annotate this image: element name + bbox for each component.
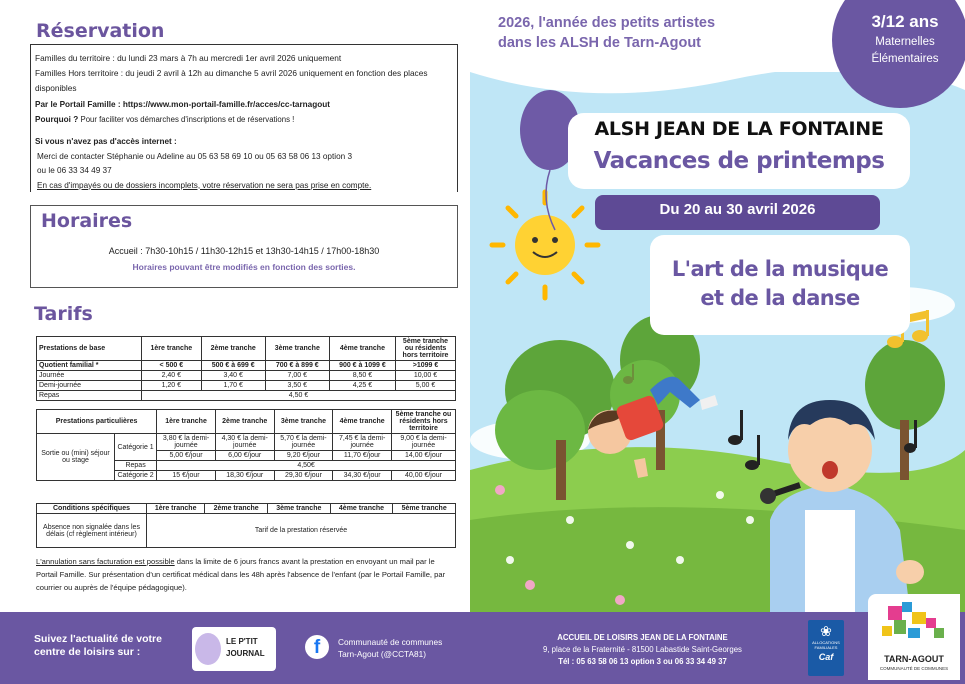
table-cell: 1,20 €: [142, 381, 202, 391]
address-line2: 9, place de la Fraternité - 81500 Labastide Saint-Georges: [543, 645, 742, 654]
horaires-accueil: Accueil : 7h30-10h15 / 11h30-12h15 et 13h30-14h15 / 17h00-18h30: [108, 246, 380, 256]
table-cell: < 500 €: [142, 361, 202, 371]
table-cell: 500 € à 699 €: [201, 361, 265, 371]
center-name: ALSH JEAN DE LA FONTAINE: [594, 118, 884, 140]
table-cell: 700 € à 899 €: [265, 361, 329, 371]
sun-icon: [492, 192, 598, 298]
table-cell: 10,00 €: [396, 371, 456, 381]
annulation-text: [36, 555, 456, 594]
caf-icon: ❀: [820, 623, 832, 639]
flyer-top-line2: dans les ALSH de Tarn-Agout: [498, 35, 702, 51]
tarn-agout-logo: [868, 594, 960, 680]
table-header-cell: 5ème tranche: [393, 504, 456, 514]
table-cell: >1099 €: [396, 361, 456, 371]
table-cell: 5,00 €: [396, 381, 456, 391]
table-header: [37, 337, 456, 361]
tarifs-title: Tarifs: [34, 303, 93, 325]
why-label: Pourquoi ?: [35, 114, 79, 124]
table-cell: 11,70 €/jour: [333, 451, 392, 461]
facebook-text[interactable]: [338, 636, 442, 660]
reservation-line1: Familles du territoire : du lundi 23 mars à 7h au mercredi 1er avril 2026 uniquement: [35, 53, 342, 63]
theme-line1: L'art de la musique: [671, 257, 889, 281]
table-header-cell: 5ème tranche ou résidents hors territoire: [396, 337, 456, 361]
table-header-cell: 1ère tranche: [157, 410, 216, 434]
table-cell: Journée: [37, 371, 142, 381]
table-cell: 900 € à 1099 €: [329, 361, 395, 371]
age-sub2: Élémentaires: [871, 53, 939, 65]
facebook-line2: Tarn-Agout (@CCTA81): [338, 649, 427, 659]
tarifs-table-base: [36, 336, 456, 401]
table-header-cell: 4ème tranche: [330, 504, 393, 514]
horaires-box: [30, 205, 458, 288]
age-text: 3/12 ans: [871, 12, 939, 31]
table-header-cell: Conditions spécifiques: [37, 504, 147, 514]
table-cell: 7,45 € la demi-journée: [333, 434, 392, 451]
table-cell: 9,00 € la demi-journée: [392, 434, 456, 451]
facebook-icon[interactable]: f: [305, 635, 329, 659]
age-badge: [850, 12, 960, 68]
table-cell: 3,80 € la demi-journée: [157, 434, 216, 451]
table-cell: Tarif de la prestation réservée: [147, 514, 456, 548]
table-header-cell: 2ème tranche: [205, 504, 268, 514]
table-row: [37, 361, 456, 371]
table-header-cell: 3ème tranche: [267, 504, 330, 514]
portal-link[interactable]: Par le Portail Famille : https://www.mon-portail-famille.fr/acces/cc-tarnagout: [35, 100, 330, 109]
table-cell: Sortie ou (mini) séjour ou stage: [37, 434, 115, 481]
theme-line2: et de la danse: [700, 286, 860, 310]
table-header-cell: 4ème tranche: [333, 410, 392, 434]
journal-logo[interactable]: [192, 627, 276, 671]
footer: [0, 612, 965, 684]
tarn-agout-name: TARN-AGOUT: [884, 654, 944, 664]
address-block: [500, 632, 785, 668]
table-cell: Repas: [115, 461, 157, 471]
table-header-cell: 5ème tranche ou résidents hors territoire: [392, 410, 456, 434]
theme-text: [650, 255, 910, 313]
table-cell: 2,40 €: [142, 371, 202, 381]
table-cell: 34,30 €/jour: [333, 471, 392, 481]
table-cell: 4,50€: [157, 461, 456, 471]
table-cell: 15 €/jour: [157, 471, 216, 481]
annulation-underlined: L'annulation sans facturation est possible: [36, 557, 175, 566]
table-header: [37, 410, 456, 434]
tarn-agout-sub: COMMUNAUTÉ DE COMMUNES: [879, 666, 949, 671]
table-header-cell: 4ème tranche: [329, 337, 395, 361]
dates: Du 20 au 30 avril 2026: [659, 201, 816, 218]
flyer-panel: [470, 0, 965, 612]
why-text: Pour faciliter vos démarches d'inscriptions et de réservations !: [80, 114, 295, 124]
table-row: [37, 381, 456, 391]
no-access: Si vous n'avez pas d'accès internet :: [35, 137, 177, 146]
address-line1: ACCUEIL DE LOISIRS JEAN DE LA FONTAINE: [557, 633, 728, 642]
table-cell: 9,20 €/jour: [274, 451, 333, 461]
table-cell: 5,00 €/jour: [157, 451, 216, 461]
age-sub1: Maternelles: [875, 36, 935, 48]
table-cell: Absence non signalée dans les délais (cf règlement intérieur): [37, 514, 147, 548]
table-header-cell: 3ème tranche: [274, 410, 333, 434]
journal-line2: JOURNAL: [226, 649, 265, 658]
contact-line2: ou le 06 33 34 49 37: [37, 166, 112, 175]
flyer-top-text: [498, 13, 715, 53]
reservation-box: [30, 44, 458, 96]
table-cell: 7,00 €: [265, 371, 329, 381]
contact-line: Merci de contacter Stéphanie ou Adeline au 05 63 58 69 10 ou 05 63 58 06 13 option 3: [37, 151, 353, 161]
journal-line1: LE P'TIT: [226, 637, 258, 646]
table-header: [37, 504, 456, 514]
caf-logo: [808, 620, 844, 676]
table-cell: 14,00 €/jour: [392, 451, 456, 461]
table-cell: 18,30 €/jour: [215, 471, 274, 481]
season-title: Vacances de printemps: [593, 148, 885, 174]
table-cell: 3,50 €: [265, 381, 329, 391]
caf-line1: ALLOCATIONS: [812, 640, 840, 645]
tarn-agout-mosaic-icon: [868, 598, 960, 648]
table-cell: 3,40 €: [201, 371, 265, 381]
tarifs-table-conditions: [36, 503, 456, 548]
table-cell: 4,25 €: [329, 381, 395, 391]
table-header-cell: 1ère tranche: [142, 337, 202, 361]
table-cell: 4,50 €: [142, 391, 456, 401]
follow-line2: centre de loisirs sur :: [34, 646, 141, 658]
tarifs-table-particulieres: [36, 409, 456, 481]
table-row: [37, 391, 456, 401]
follow-text: [34, 633, 162, 659]
address-line3: Tél : 05 63 58 06 13 option 3 ou 06 33 34 49 37: [558, 657, 727, 666]
table-header-cell: 2ème tranche: [215, 410, 274, 434]
table-header-cell: 3ème tranche: [265, 337, 329, 361]
table-cell: Quotient familial *: [37, 361, 142, 371]
annulation-rest: dans la limite de 6 jours francs avant la prestation en envoyant un mail par le Portail Famille. Sur présentation d'un certificat médical dans les 48h après l'absence de l'enfant (par le Portail Famille, par courrier ou auprès de l'équipe pédagogique).: [36, 557, 446, 592]
table-cell: 29,30 €/jour: [274, 471, 333, 481]
table-cell: 40,00 €/jour: [392, 471, 456, 481]
table-row: [37, 434, 456, 451]
table-row: [37, 371, 456, 381]
table-header-cell: Prestations particulières: [37, 410, 157, 434]
why-row: [35, 113, 453, 128]
table-cell: 6,00 €/jour: [215, 451, 274, 461]
left-panel: [0, 0, 468, 612]
horaires-note: Horaires pouvant être modifiés en fonction des sorties.: [132, 262, 356, 272]
table-cell: 4,30 € la demi-journée: [215, 434, 274, 451]
reservation-contact: [30, 96, 458, 192]
reservation-title: Réservation: [36, 20, 165, 42]
horaires-title: Horaires: [41, 210, 133, 232]
table-row: [37, 514, 456, 548]
table-header-cell: 1ère tranche: [147, 504, 205, 514]
follow-line1: Suivez l'actualité de votre: [34, 633, 162, 645]
caf-line2: FAMILIALES: [814, 645, 838, 650]
warning: En cas d'impayés ou de dossiers incomplets, votre réservation ne sera pas prise en compte.: [37, 180, 372, 190]
table-cell: 8,50 €: [329, 371, 395, 381]
reservation-line2: Familles Hors territoire : du jeudi 2 avril à 12h au dimanche 5 avril 2026 uniquement en fonction des places disponibles: [35, 68, 428, 93]
table-header-cell: 2ème tranche: [201, 337, 265, 361]
table-cell: 1,70 €: [201, 381, 265, 391]
table-cell: Catégorie 2: [115, 471, 157, 481]
facebook-line1: Communauté de communes: [338, 637, 443, 647]
table-cell: Repas: [37, 391, 142, 401]
table-header-cell: Prestations de base: [37, 337, 142, 361]
table-cell: Catégorie 1: [115, 434, 157, 461]
caf-line3: Caf: [818, 652, 834, 662]
table-cell: Demi-journée: [37, 381, 142, 391]
flyer-top-line1: 2026, l'année des petits artistes: [498, 15, 716, 31]
table-cell: 5,70 € la demi-journée: [274, 434, 333, 451]
journal-icon: [195, 633, 221, 665]
